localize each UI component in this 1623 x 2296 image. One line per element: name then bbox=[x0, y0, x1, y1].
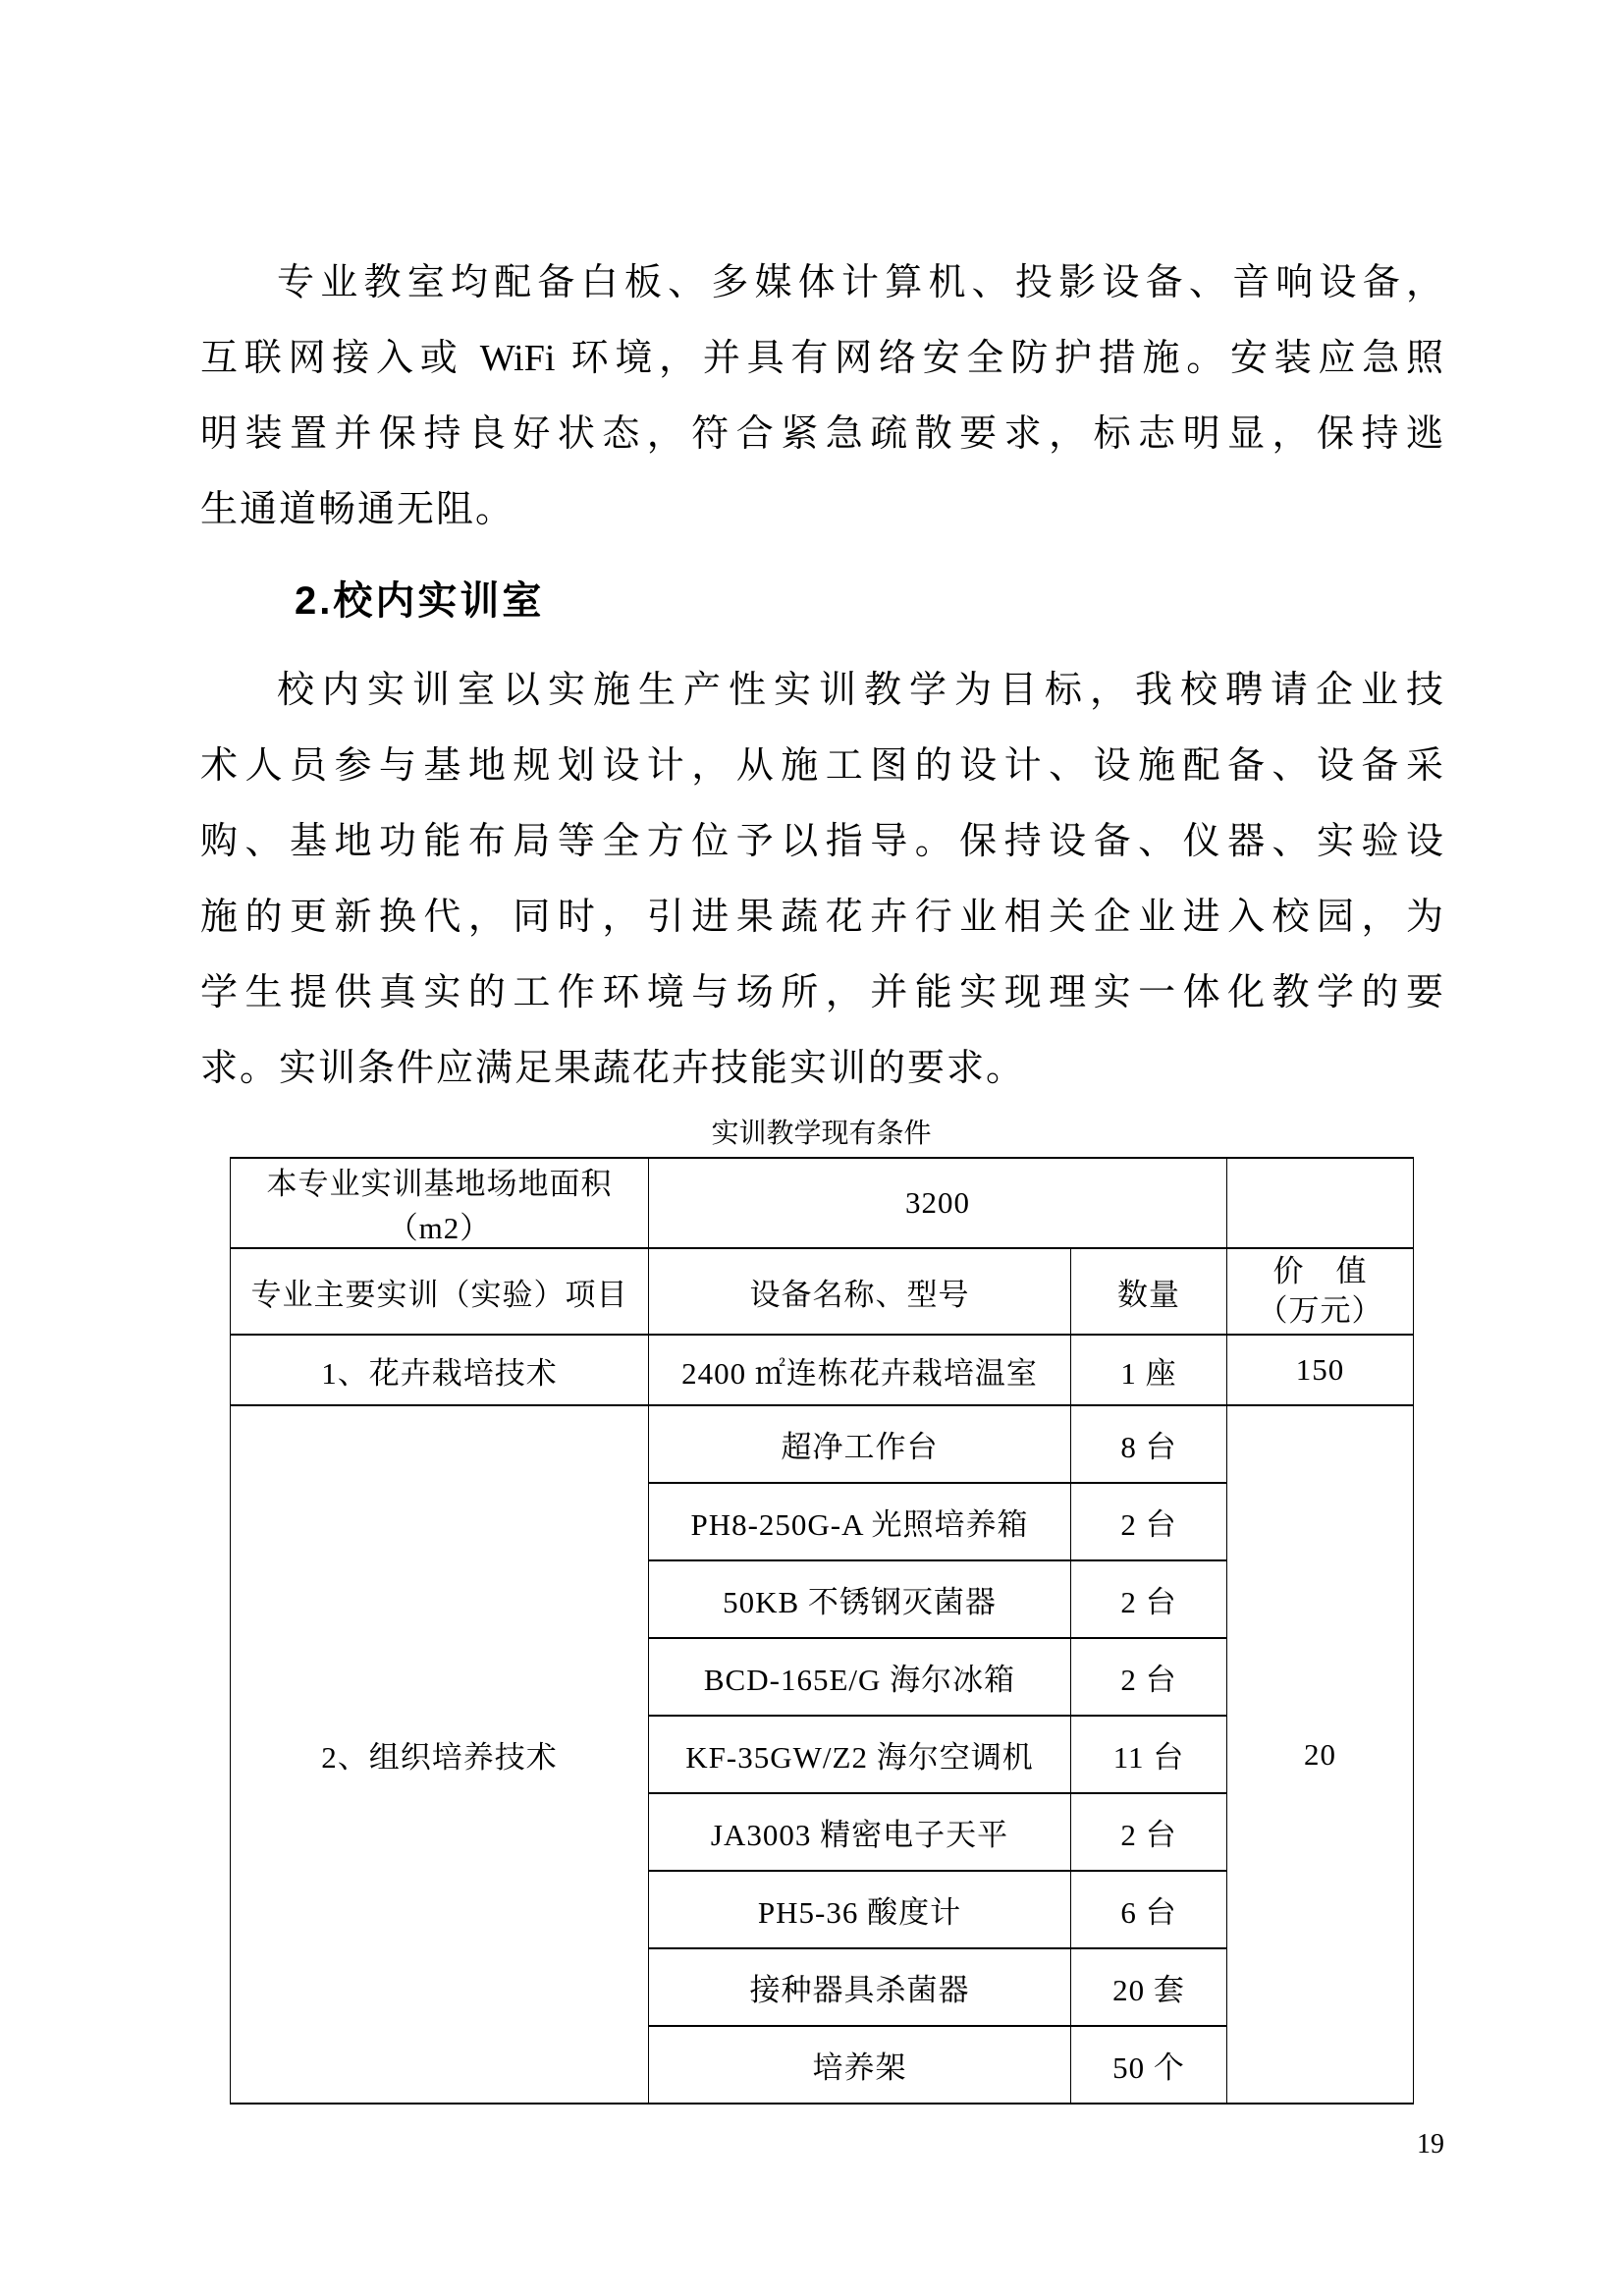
qty-cell: 50 个 bbox=[1071, 2026, 1227, 2104]
device-cell: PH5-36 酸度计 bbox=[649, 1871, 1071, 1948]
qty-cell: 6 台 bbox=[1071, 1871, 1227, 1948]
training-conditions-table bbox=[230, 1157, 1414, 2105]
paragraph-line: 术人员参与基地规划设计，从施工图的设计、设施配备、设备采 bbox=[200, 745, 1443, 787]
table-header-row bbox=[231, 1248, 1414, 1335]
qty-cell: 2 台 bbox=[1071, 1483, 1227, 1560]
section-heading: 2.校内实训室 bbox=[295, 579, 545, 623]
device-cell: 超净工作台 bbox=[649, 1405, 1071, 1483]
header-device-cell: 设备名称、型号 bbox=[649, 1248, 1071, 1335]
value-cell: 150 bbox=[1227, 1335, 1414, 1405]
paragraph-line: 生通道畅通无阻。 bbox=[200, 489, 515, 530]
paragraph-line: 施的更新换代，同时，引进果蔬花卉行业相关企业进入校园，为 bbox=[200, 897, 1443, 938]
device-cell: 2400 ㎡连栋花卉栽培温室 bbox=[649, 1335, 1071, 1405]
area-label-cell: 本专业实训基地场地面积（m2） bbox=[231, 1158, 649, 1248]
qty-cell: 20 套 bbox=[1071, 1948, 1227, 2026]
qty-cell: 2 台 bbox=[1071, 1638, 1227, 1716]
device-cell: PH8-250G-A 光照培养箱 bbox=[649, 1483, 1071, 1560]
project-cell-tissue-culture: 2、组织培养技术 bbox=[231, 1405, 649, 2104]
paragraph-line: 专业教室均配备白板、多媒体计算机、投影设备、音响设备， bbox=[277, 262, 1443, 303]
paragraph-line: 求。实训条件应满足果蔬花卉技能实训的要求。 bbox=[200, 1048, 1026, 1089]
paragraph-classrooms bbox=[200, 246, 1443, 548]
page-content bbox=[200, 246, 1443, 2105]
paragraph-line: 校内实训室以实施生产性实训教学为目标，我校聘请企业技 bbox=[277, 670, 1443, 711]
paragraph-line: 明装置并保持良好状态，符合紧急疏散要求，标志明显，保持逃 bbox=[200, 413, 1443, 455]
device-cell: KF-35GW/Z2 海尔空调机 bbox=[649, 1716, 1071, 1793]
device-cell: BCD-165E/G 海尔冰箱 bbox=[649, 1638, 1071, 1716]
qty-cell: 11 台 bbox=[1071, 1716, 1227, 1793]
header-value-line1: 价 值 bbox=[1272, 1254, 1368, 1288]
header-value-cell bbox=[1227, 1248, 1414, 1335]
qty-cell: 8 台 bbox=[1071, 1405, 1227, 1483]
header-qty-cell: 数量 bbox=[1071, 1248, 1227, 1335]
area-value-cell: 3200 bbox=[649, 1158, 1227, 1248]
project-cell: 1、花卉栽培技术 bbox=[231, 1335, 649, 1405]
device-cell: JA3003 精密电子天平 bbox=[649, 1793, 1071, 1871]
qty-cell: 1 座 bbox=[1071, 1335, 1227, 1405]
device-cell: 50KB 不锈钢灭菌器 bbox=[649, 1560, 1071, 1638]
table-row-flower-cultivation bbox=[231, 1335, 1414, 1405]
paragraph-line: 学生提供真实的工作环境与场所，并能实现理实一体化教学的要 bbox=[200, 972, 1443, 1013]
paragraph-line: 购、基地功能布局等全方位予以指导。保持设备、仪器、实验设 bbox=[200, 821, 1443, 862]
table-row-area bbox=[231, 1158, 1414, 1248]
area-empty-cell bbox=[1227, 1158, 1414, 1248]
value-cell-tissue-culture: 20 bbox=[1227, 1405, 1414, 2104]
qty-cell: 2 台 bbox=[1071, 1793, 1227, 1871]
paragraph-training-room bbox=[200, 653, 1443, 1107]
table-row-equipment bbox=[231, 1405, 1414, 1483]
device-cell: 接种器具杀菌器 bbox=[649, 1948, 1071, 2026]
qty-cell: 2 台 bbox=[1071, 1560, 1227, 1638]
header-value-line2: （万元） bbox=[1257, 1293, 1383, 1328]
page-number: 19 bbox=[1417, 2129, 1444, 2159]
paragraph-line: 互联网接入或 WiFi 环境，并具有网络安全防护措施。安装应急照 bbox=[200, 338, 1443, 379]
table-caption: 实训教学现有条件 bbox=[711, 1119, 932, 1149]
device-cell: 培养架 bbox=[649, 2026, 1071, 2104]
header-project-cell: 专业主要实训（实验）项目 bbox=[231, 1248, 649, 1335]
